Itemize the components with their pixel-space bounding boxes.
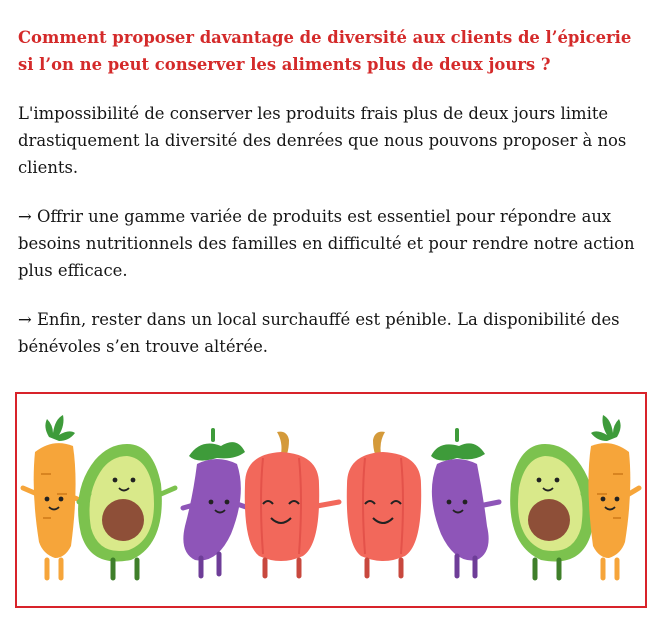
paragraph-variety: → Offrir une gamme variée de produits est essentiel pour répondre aux besoins nutritionnels des familles en difficulté et pour rendre notre action plus efficace. bbox=[18, 207, 635, 280]
eggplant-icon bbox=[183, 430, 255, 576]
illustration-frame bbox=[15, 392, 647, 608]
paragraph-volunteers: → Enfin, rester dans un local surchauffé est pénible. La disponibilité des bénévoles s’en trouve altérée. bbox=[18, 310, 620, 356]
avocado-icon bbox=[510, 444, 597, 578]
article-content bbox=[18, 24, 648, 360]
question-heading: Comment proposer davantage de diversité aux clients de l’épicerie si l’on ne peut conserver les aliments plus de deux jours ? bbox=[18, 28, 632, 74]
vegetables-illustration bbox=[17, 394, 645, 606]
bell-pepper-icon bbox=[245, 432, 339, 576]
paragraph-intro: L'impossibilité de conserver les produits frais plus de deux jours limite drastiquement la diversité des denrées que nous pouvons proposer à nos clients. bbox=[18, 104, 627, 177]
avocado-icon bbox=[78, 444, 175, 578]
carrot-icon bbox=[588, 415, 639, 578]
bell-pepper-icon bbox=[347, 432, 421, 576]
eggplant-icon bbox=[431, 430, 499, 576]
